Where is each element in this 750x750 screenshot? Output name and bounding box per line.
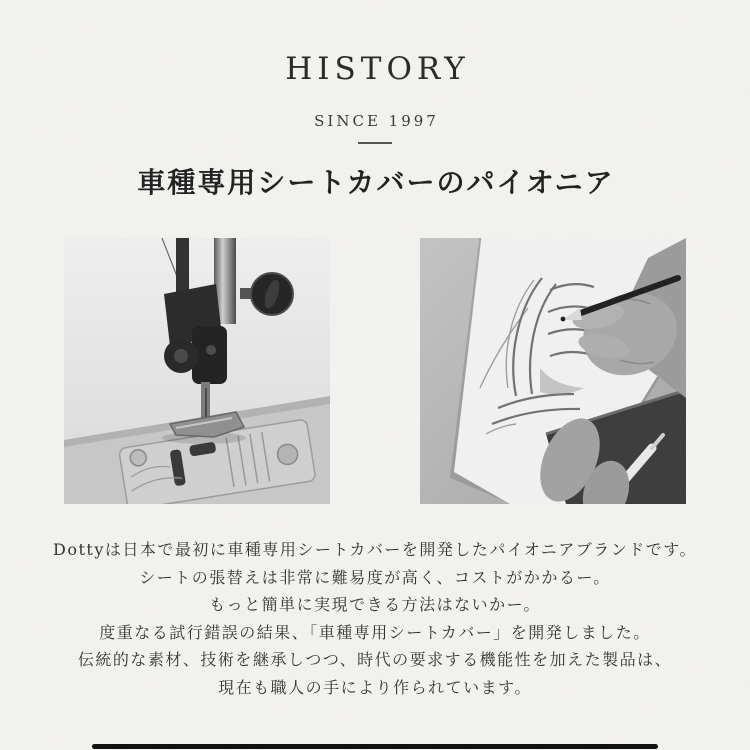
- paragraph-line: Dottyは日本で最初に車種専用シートカバーを開発したパイオニアブランドです。: [53, 540, 697, 559]
- paragraph-line: 伝統的な素材、技術を継承しつつ、時代の要求する機能性を加えた製品は、: [77, 650, 673, 669]
- paragraph-line: 現在も職人の手により作られています。: [218, 677, 532, 697]
- sewing-machine-photo: [64, 238, 330, 504]
- bottom-divider-bar: [92, 744, 658, 749]
- seat-sketch-illustration: [420, 238, 686, 504]
- subtitle-divider: [358, 142, 392, 144]
- history-paragraph: [0, 536, 750, 701]
- section-subtitle: SINCE 1997: [314, 112, 439, 130]
- seat-sketch-photo: [420, 238, 686, 504]
- section-headline: 車種専用シートカバーのパイオニア: [137, 166, 615, 199]
- photo-row: [0, 238, 750, 504]
- paragraph-line: シートの張替えは非常に難易度が高く、コストがかかるー。: [139, 567, 611, 587]
- paragraph-line: もっと簡単に実現できる方法はないかー。: [209, 595, 541, 614]
- section-title: HISTORY: [285, 51, 470, 87]
- paragraph-line: 度重なる試行錯誤の結果、「車種専用シートカバー」を開発しました。: [99, 622, 651, 642]
- sewing-machine-illustration: [64, 238, 330, 504]
